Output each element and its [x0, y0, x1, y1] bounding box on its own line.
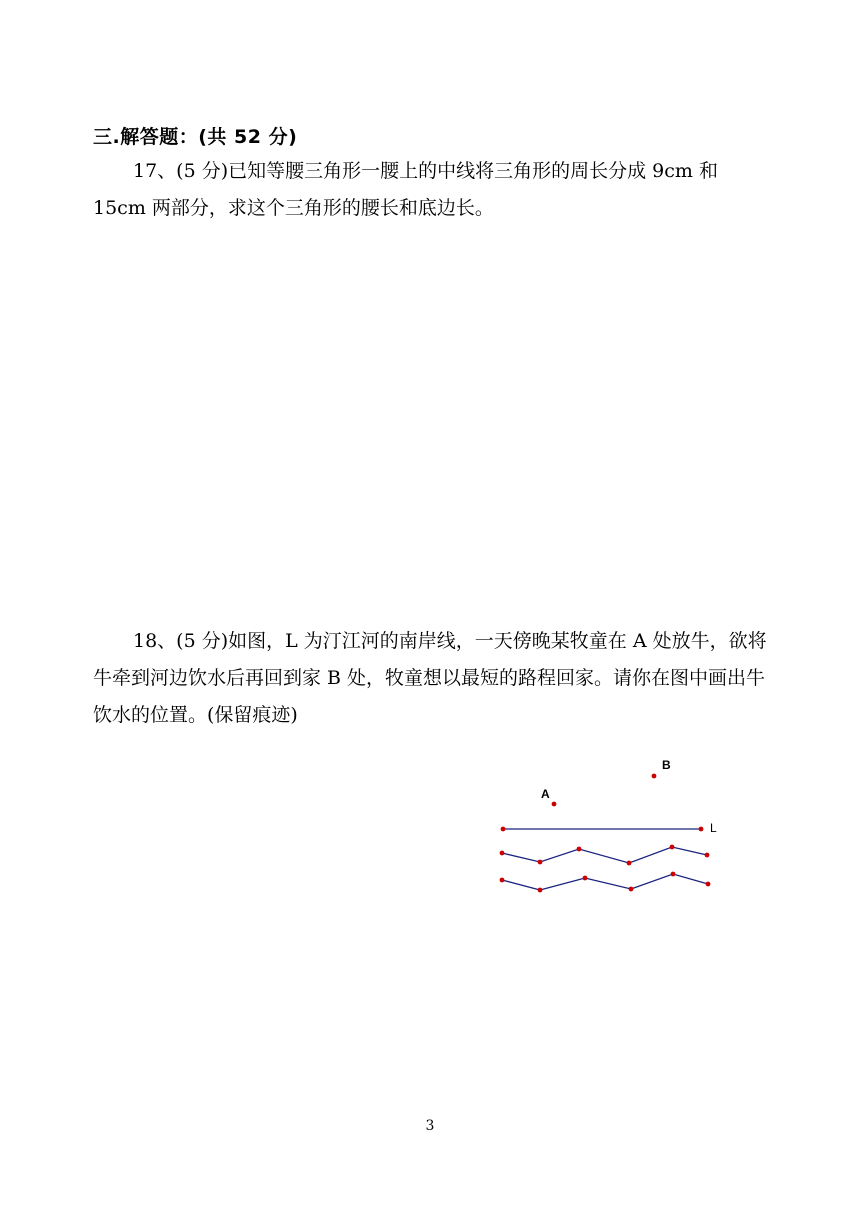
- river-figure: [490, 752, 730, 902]
- wave-2-point: [583, 876, 588, 881]
- wave-2-point: [538, 888, 543, 893]
- wave-2-point: [500, 878, 505, 883]
- label-b: B: [662, 758, 671, 772]
- question-18-text: 18、(5 分)如图，L 为汀江河的南岸线，一天傍晚某牧童在 A 处放牛，欲将牛牵到河边饮水后再回到家 B 处，牧童想以最短的路程回家。请你在图中画出牛饮水的位置。(保留痕迹): [93, 630, 767, 726]
- question-17-text: 17、(5 分)已知等腰三角形一腰上的中线将三角形的周长分成 9cm 和 15cm 两部分，求这个三角形的腰长和底边长。: [93, 160, 718, 219]
- wave-2-point: [671, 872, 676, 877]
- wave-1-point: [500, 851, 505, 856]
- wave-1-point: [627, 861, 632, 866]
- label-a: A: [541, 787, 550, 801]
- wave-2-point: [629, 887, 634, 892]
- river-diagram: [490, 752, 730, 902]
- point-b: [652, 774, 657, 779]
- wave-1-point: [670, 845, 675, 850]
- page-number: 3: [425, 1118, 435, 1134]
- bank-end-point: [699, 827, 704, 832]
- section-title: 三.解答题：(共 52 分): [93, 126, 298, 148]
- bank-start-point: [501, 827, 506, 832]
- label-l: L: [710, 821, 717, 835]
- river-wave-1: [502, 847, 707, 863]
- wave-1-point: [538, 860, 543, 865]
- wave-1-point: [705, 853, 710, 858]
- wave-2-point: [706, 882, 711, 887]
- river-wave-2: [502, 874, 708, 890]
- point-a: [552, 802, 557, 807]
- wave-1-point: [577, 847, 582, 852]
